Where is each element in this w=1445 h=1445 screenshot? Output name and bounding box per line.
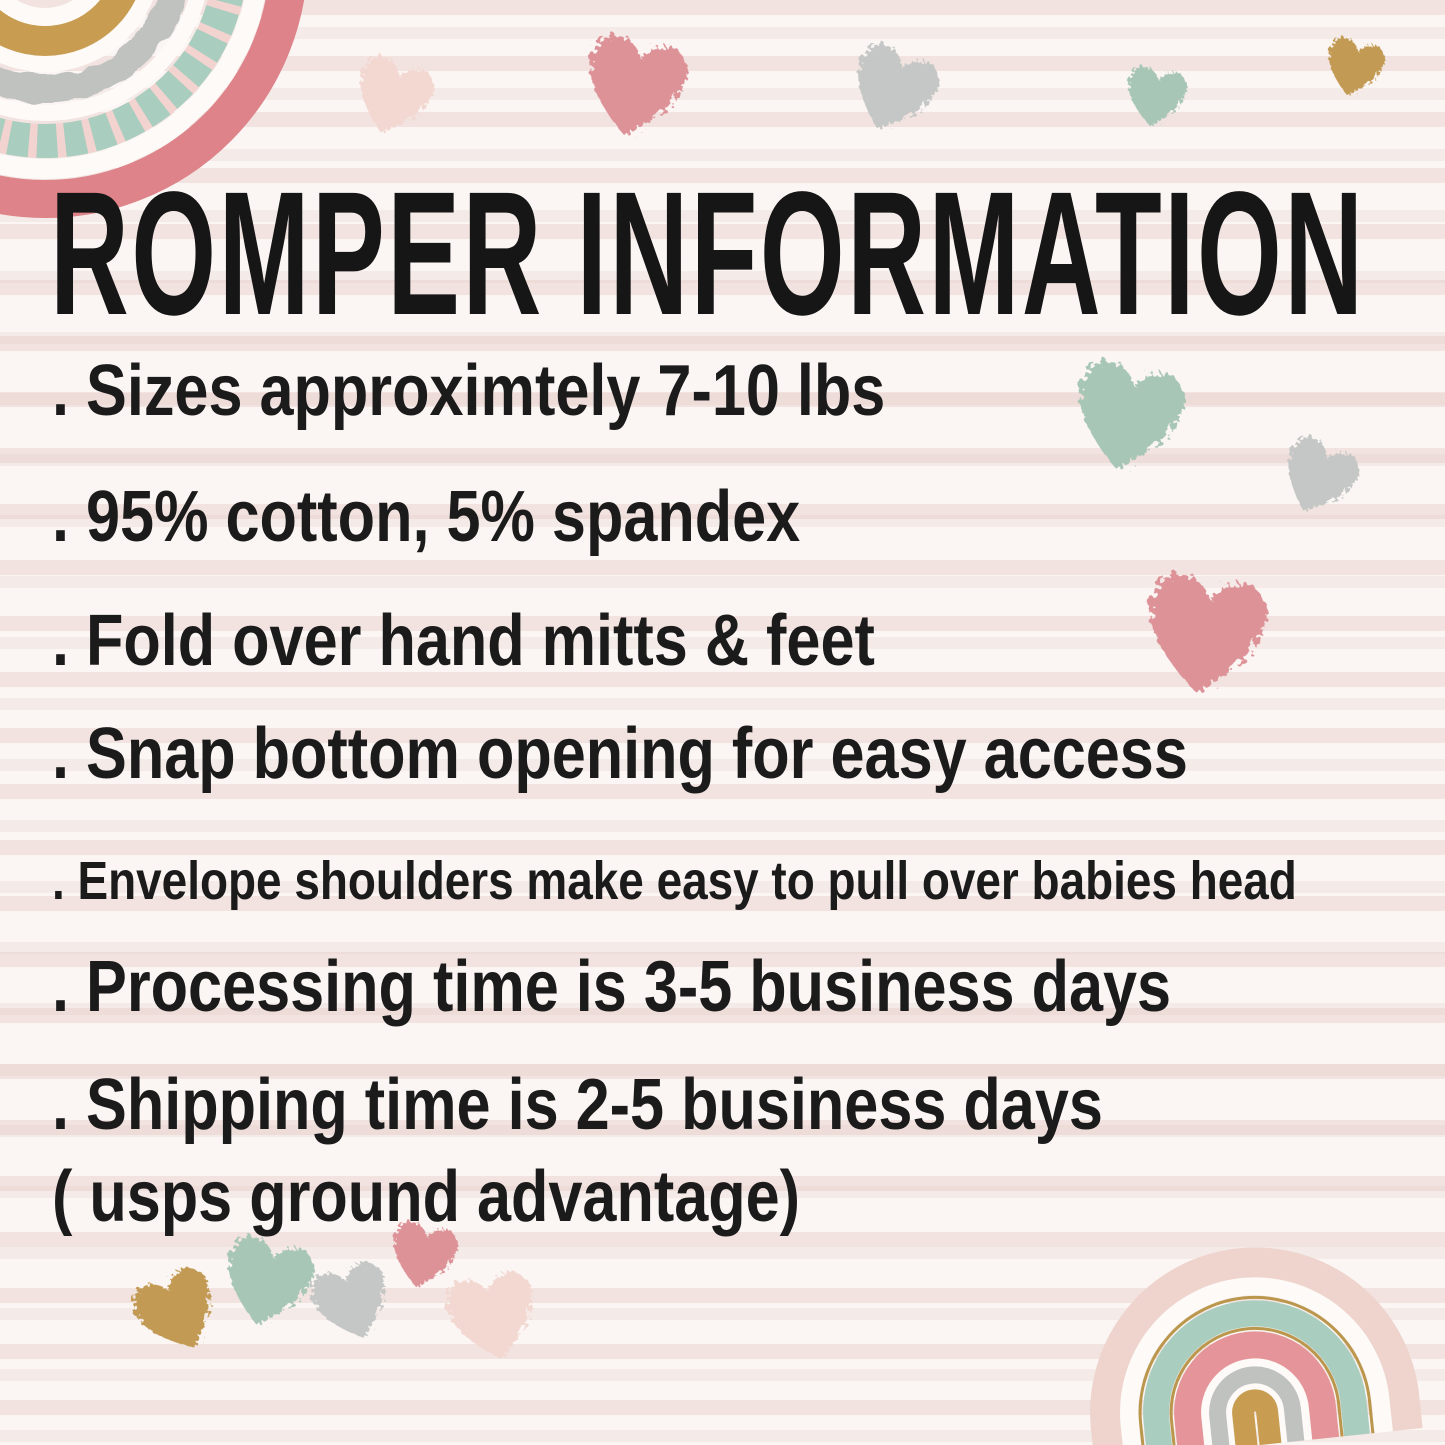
info-line-shipping-note: ( usps ground advantage)	[52, 1157, 801, 1237]
rainbow-icon	[1045, 1205, 1445, 1445]
info-line-mitts: . Fold over hand mitts & feet	[52, 601, 875, 681]
info-line-processing: . Processing time is 3-5 business days	[52, 947, 1172, 1027]
heart-icon	[1047, 337, 1207, 497]
info-line-shoulders: . Envelope shoulders make easy to pull over babies head	[52, 851, 1297, 911]
heart-icon	[560, 13, 708, 161]
heart-icon	[1112, 54, 1199, 141]
heart-icon	[1120, 550, 1289, 719]
heart-icon	[428, 1252, 558, 1382]
info-line-shipping: . Shipping time is 2-5 business days	[52, 1065, 1103, 1145]
page-title: ROMPER INFORMATION	[50, 156, 1366, 352]
info-line-snap: . Snap bottom opening for easy access	[52, 714, 1188, 794]
heart-icon	[824, 22, 961, 159]
heart-icon	[1257, 417, 1378, 538]
info-line-sizes: . Sizes approximtely 7-10 lbs	[52, 351, 886, 431]
heart-icon	[1310, 24, 1397, 111]
info-line-fabric: . 95% cotton, 5% spandex	[52, 477, 801, 557]
heart-icon	[333, 38, 453, 158]
